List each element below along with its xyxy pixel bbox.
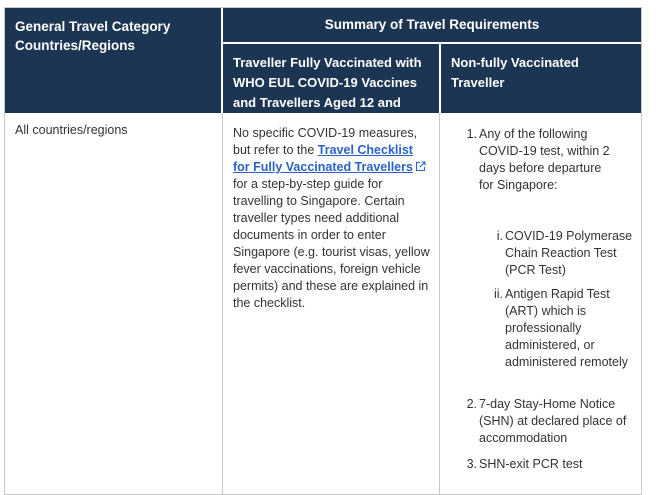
list-item-number: 1. [466,127,477,141]
sub-list-item-text: COVID-19 Polymerase Chain Reaction Test (PCR Test) [505,229,633,277]
sub-list-item-number: i. [496,229,503,243]
sub-list-item-number: ii. [493,287,503,301]
list-item-text: Any of the following COVID-19 test, within 2 days before departure for Singapore: [479,127,610,192]
vaccinated-cell [233,125,433,312]
vaccinated-text-before: No specific COVID-19 measures, but refer to the [233,126,418,157]
non-vaccinated-header: Non-fully Vaccinated Traveller [441,44,641,113]
column-divider [222,113,223,494]
travel-requirements-table [4,7,642,495]
list-item-number: 2. [466,397,477,411]
summary-header: Summary of Travel Requirements [223,8,641,42]
vaccinated-header: Traveller Fully Vaccinated with WHO EUL COVID-19 Vaccines and Travellers Aged 12 and Below [223,44,439,113]
list-item-text: SHN-exit PCR test [479,457,583,471]
list-item-number: 3. [466,457,477,471]
sub-list-item-text: Antigen Rapid Test (ART) which is professionally administered, or administered remotely [505,287,628,369]
column-divider [439,113,440,494]
vaccinated-text-after: for a step-by-step guide for travelling to Singapore. Certain traveller types need additional documents in order to enter Singapore (e.g. tourist visas, yellow fever vaccinations, foreign vehicle permits) and these are explained in the checklist. [233,177,430,310]
list-item-text: 7-day Stay-Home Notice (SHN) at declared place of accommodation [479,397,627,445]
category-header: General Travel Category Countries/Regions [5,8,221,113]
category-cell: All countries/regions [15,123,128,137]
travel-checklist-link[interactable]: Travel Checklist for Fully Vaccinated Travellers [233,143,413,174]
external-link-icon[interactable] [415,160,426,171]
